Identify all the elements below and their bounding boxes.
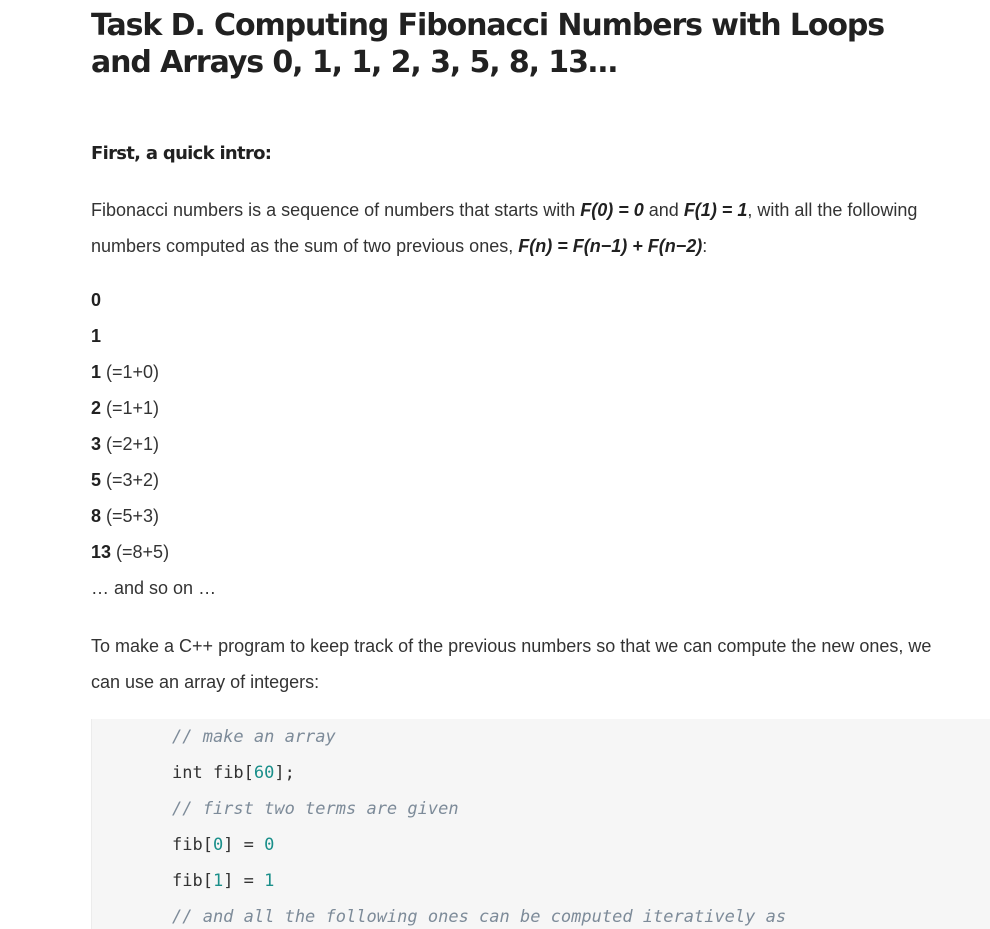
fibonacci-sequence-list [91, 282, 216, 606]
code-comment: // first two terms are given [172, 799, 459, 819]
code-line [172, 763, 295, 783]
sequence-more: … and so on … [91, 578, 217, 598]
formula-fn: F(n) = F(n−1) + F(n−2) [518, 236, 703, 256]
code-text: fib[ [172, 835, 213, 855]
code-number: 1 [264, 871, 275, 891]
intro-text-2: and [643, 200, 684, 220]
sequence-item [91, 282, 216, 318]
code-comment: // make an array [172, 727, 336, 747]
intro-text-3: , with all the following numbers computed as the sum of two previous ones, [91, 200, 918, 256]
formula-f0: F(0) = 0 [580, 200, 644, 220]
sequence-number: 2 [91, 398, 102, 418]
code-number: 0 [264, 835, 275, 855]
code-text: fib[ [202, 763, 254, 783]
code-text: fib[ [172, 871, 213, 891]
sequence-expression: (=1+0) [101, 362, 160, 382]
code-text: ] = [223, 835, 265, 855]
intro-heading: First, a quick intro: [91, 143, 272, 164]
sequence-expression: (=8+5) [111, 542, 170, 562]
code-comment: // and all the following ones can be computed iteratively as [172, 907, 787, 927]
code-line [172, 835, 274, 855]
code-number: 0 [212, 835, 224, 855]
sequence-expression: (=2+1) [101, 434, 160, 454]
sequence-item [91, 498, 216, 534]
sequence-number: 13 [91, 542, 112, 562]
page-title: Task D. Computing Fibonacci Numbers with Loops and Arrays 0, 1, 1, 2, 3, 5, 8, 13… [91, 8, 885, 80]
intro-text-1: Fibonacci numbers is a sequence of numbers that starts with [91, 200, 581, 220]
intro-paragraph [91, 192, 951, 264]
sequence-number: 8 [91, 506, 102, 526]
sequence-number: 3 [91, 434, 102, 454]
sequence-item [91, 462, 216, 498]
sequence-item [91, 426, 216, 462]
sequence-item [91, 390, 216, 426]
sequence-number: 5 [91, 470, 102, 490]
sequence-number: 1 [91, 362, 102, 382]
formula-f1: F(1) = 1 [683, 200, 748, 220]
sequence-number: 0 [91, 290, 102, 310]
code-keyword: int [172, 763, 203, 783]
code-number: 60 [253, 763, 275, 783]
sequence-expression: (=5+3) [101, 506, 160, 526]
array-paragraph: To make a C++ program to keep track of the previous numbers so that we can compute the new ones, we can use an array of integers: [91, 636, 932, 692]
sequence-expression: (=1+1) [101, 398, 160, 418]
sequence-item [91, 534, 216, 570]
code-text: ] = [223, 871, 265, 891]
code-number: 1 [212, 871, 224, 891]
code-block [91, 719, 990, 929]
code-line [172, 871, 274, 891]
article [91, 0, 990, 927]
intro-text-4: : [702, 236, 708, 256]
code-text: ]; [274, 763, 295, 783]
sequence-item [91, 354, 216, 390]
sequence-item [91, 318, 216, 354]
sequence-expression: (=3+2) [101, 470, 160, 490]
sequence-number: 1 [91, 326, 102, 346]
